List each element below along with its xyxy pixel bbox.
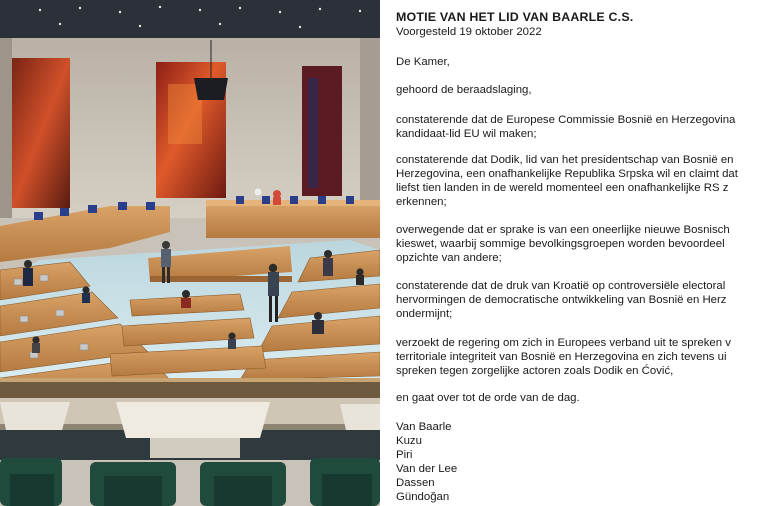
heard-line: gehoord de beraadslaging,	[396, 84, 532, 96]
signatory-name: Van Baarle	[396, 421, 452, 433]
paragraph-line: ondermijnt;	[396, 308, 453, 320]
paragraph-line: overwegende dat er sprake is van een oneerlijke nieuwe Bosnisch	[396, 224, 730, 236]
motion-document	[380, 0, 768, 506]
signatory-name: Piri	[396, 449, 413, 461]
closing-line: en gaat over tot de orde van de dag.	[396, 392, 580, 404]
paragraph-line: territoriale integriteit van Bosnië en Herzegovina en zich tevens ui	[396, 351, 727, 363]
signatory-name: Gündoğan	[396, 491, 450, 503]
paragraph-line: kieswet, waarbij sommige bevolkingsgroepen worden bevoordeel	[396, 238, 725, 250]
signatory-name: Van der Lee	[396, 463, 458, 475]
motion-title: MOTIE VAN HET LID VAN BAARLE C.S.	[396, 10, 634, 24]
plenary-hall-photo	[0, 0, 380, 506]
signatory-name: Kuzu	[396, 435, 422, 447]
paragraph-line: hervormingen de democratische ontwikkeling van Bosnië en Herz	[396, 294, 727, 306]
paragraph-line: verzoekt de regering om zich in Europees verband uit te spreken v	[396, 337, 731, 349]
paragraph-line: opzichte van andere;	[396, 252, 502, 264]
tapestry-left	[12, 58, 70, 208]
paragraph-line: kandidaat-lid EU wil maken;	[396, 128, 537, 140]
salutation: De Kamer,	[396, 56, 450, 68]
proposed-date: Voorgesteld 19 oktober 2022	[396, 26, 542, 38]
paragraph-line: liefst tien landen in de wereld momenteel een onafhankelijke RS z	[396, 182, 729, 194]
paragraph-line: Herzegovina, een onafhankelijke Republika Srpska wil en claimt dat	[396, 168, 738, 180]
paragraph-line: constaterende dat de druk van Kroatië op controversiële electoral	[396, 280, 726, 292]
paragraph-line: constaterende dat Dodik, lid van het presidentschap van Bosnië en	[396, 154, 734, 166]
paragraph-line: spreken tegen zorgelijke actoren zoals Dodik en Ćović,	[396, 365, 674, 377]
paragraph-line: erkennen;	[396, 196, 447, 208]
paragraph-line: constaterende dat de Europese Commissie Bosnië en Herzegovina	[396, 114, 736, 126]
signatory-name: Dassen	[396, 477, 435, 489]
